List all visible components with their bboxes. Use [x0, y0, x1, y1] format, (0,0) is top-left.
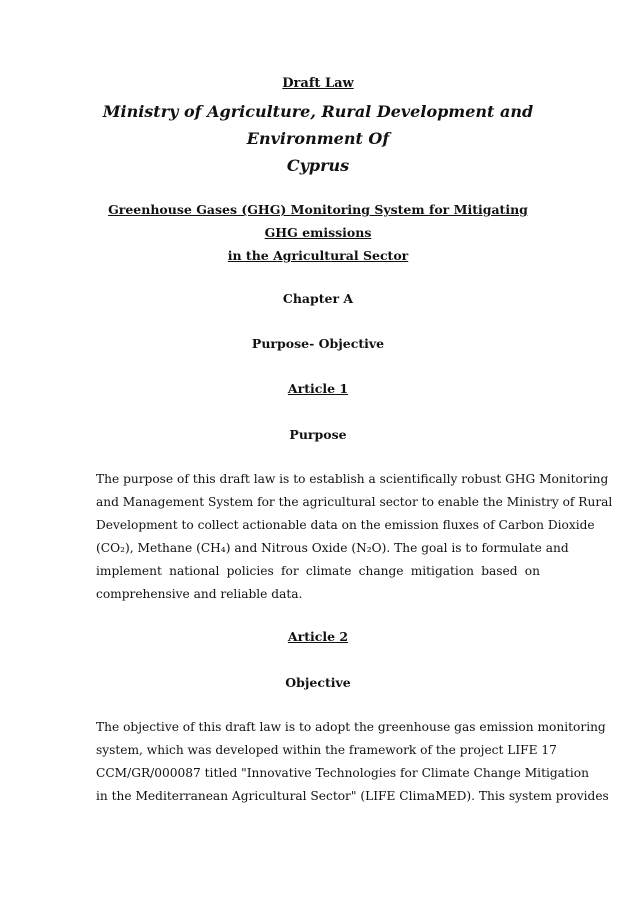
paragraph-line: and Management System for the agricultural sector to enable the Ministry of Rural — [96, 495, 613, 509]
ministry-title-line1: Ministry of Agriculture, Rural Development and Environment Of — [102, 102, 534, 148]
law-subject — [90, 198, 546, 267]
law-subject-line2: in the Agricultural Sector — [227, 248, 409, 263]
ministry-title — [80, 98, 556, 179]
paragraph-line: comprehensive and reliable data. — [96, 587, 303, 601]
paragraph-line: The purpose of this draft law is to establish a scientifically robust GHG Monitoring — [96, 472, 609, 486]
paragraph-line: implement national policies for climate change mitigation based on — [96, 564, 540, 578]
article-1-title: Purpose — [289, 427, 347, 442]
article-1-heading: Article 1 — [287, 381, 349, 396]
article-1-paragraph — [96, 468, 613, 606]
law-subject-line1: Greenhouse Gases (GHG) Monitoring System for Mitigating GHG emissions — [108, 202, 528, 240]
paragraph-line: in the Mediterranean Agricultural Sector" (LIFE ClimaMED). This system provides — [96, 789, 609, 803]
paragraph-line: (CO₂), Methane (CH₄) and Nitrous Oxide (N₂O). The goal is to formulate and — [96, 541, 569, 555]
paragraph-line: The objective of this draft law is to adopt the greenhouse gas emission monitoring — [96, 720, 606, 734]
ministry-title-line2: Cyprus — [286, 156, 350, 175]
paragraph-line: Development to collect actionable data on the emission fluxes of Carbon Dioxide — [96, 518, 595, 532]
article-2-paragraph — [96, 716, 609, 808]
draft-law-label: Draft Law — [282, 76, 354, 91]
paragraph-line: CCM/GR/000087 titled "Innovative Technologies for Climate Change Mitigation — [96, 766, 589, 780]
chapter-title: Purpose- Objective — [251, 336, 385, 351]
article-2-title: Objective — [285, 675, 351, 690]
paragraph-line: system, which was developed within the framework of the project LIFE 17 — [96, 743, 557, 757]
article-2-heading: Article 2 — [287, 629, 349, 644]
chapter-heading: Chapter A — [282, 291, 354, 306]
